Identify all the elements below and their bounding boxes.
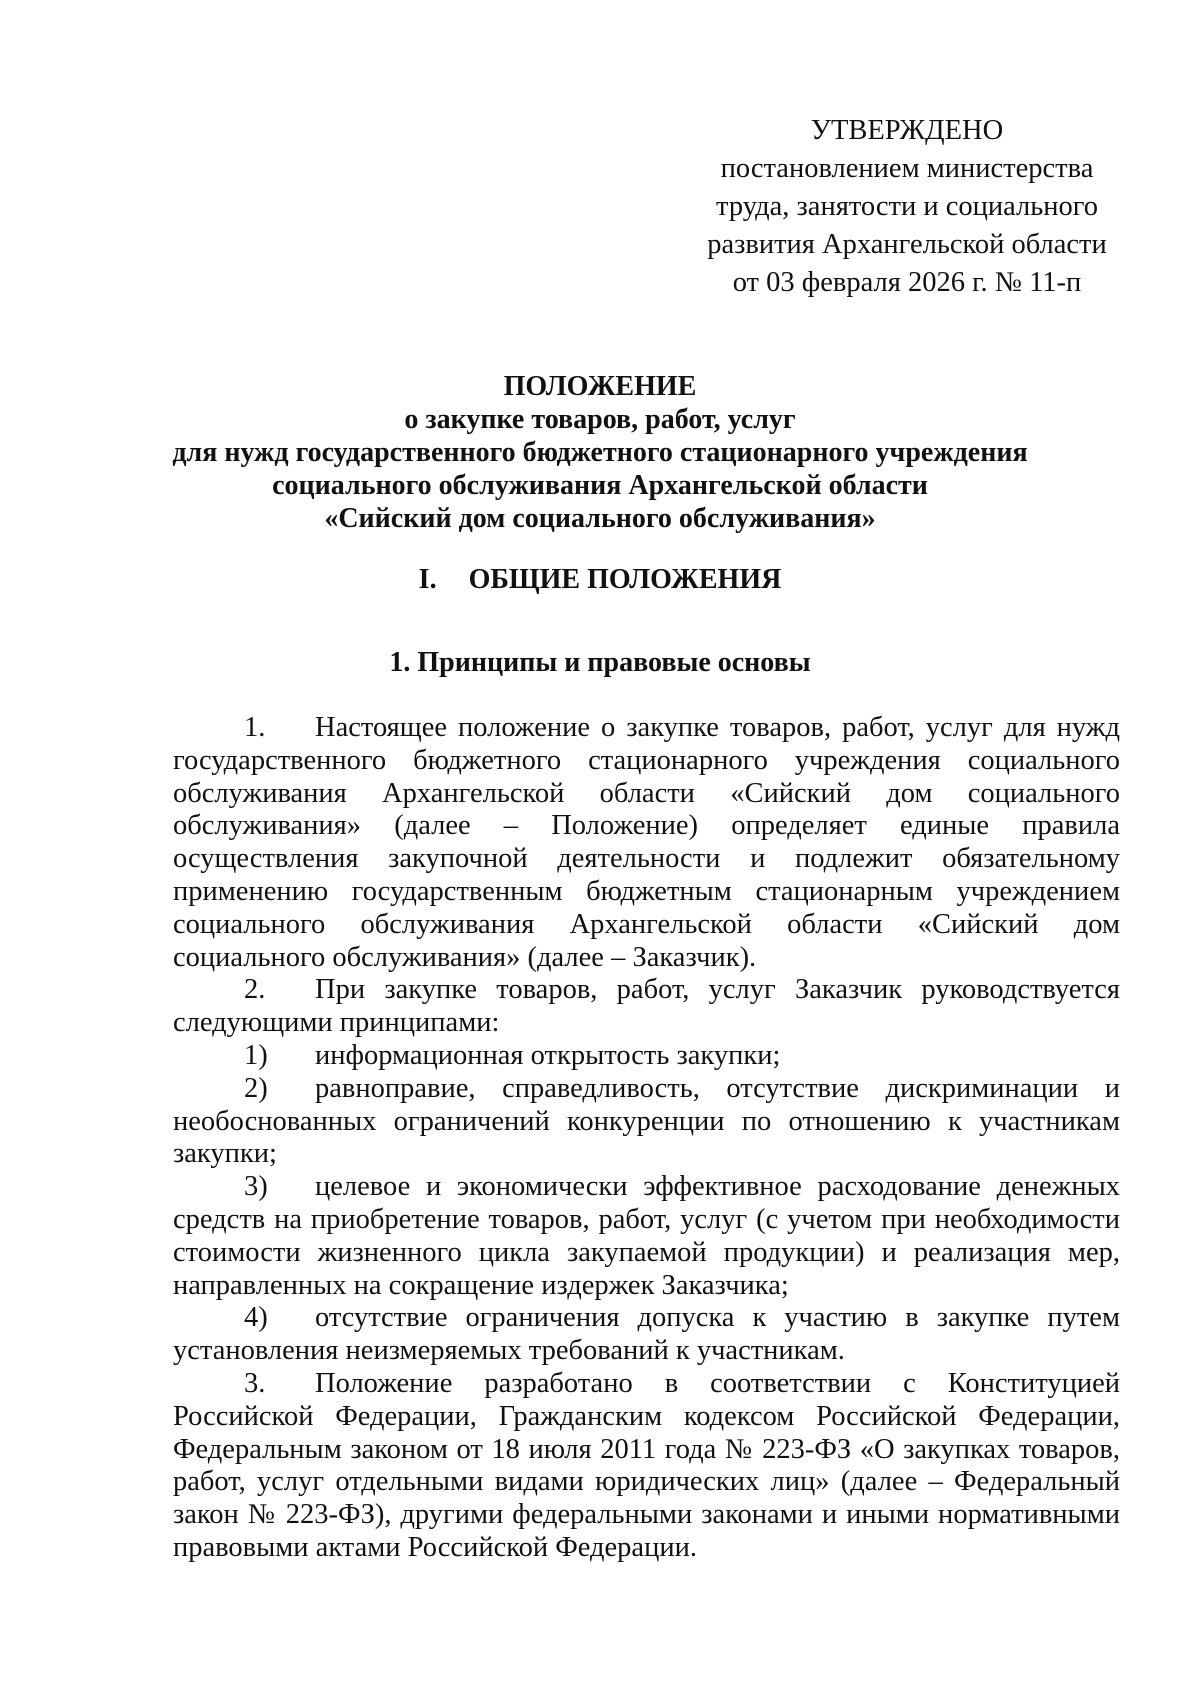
list-item <box>173 1040 1120 1073</box>
list-item-text: равноправие, справедливость, отсутствие дискриминации и необоснованных ограничений конкуренции по отношению к участникам закупки; <box>173 1072 1120 1170</box>
section-title: ОБЩИЕ ПОЛОЖЕНИЯ <box>468 564 782 595</box>
paragraph <box>173 974 1120 1040</box>
list-item <box>173 1073 1120 1171</box>
list-item-text: отсутствие ограничения допуска к участию в закупке путем установления неизмеряемых требований к участникам. <box>173 1302 1120 1367</box>
paragraph-text: Положение разработано в соответствии с Конституцией Российской Федерации, Гражданским кодексом Российской Федерации, Федеральным законом от 18 июля 2011 года № 223-ФЗ «О закупках товаров, работ, услуг отдельными видами юридических лиц» (далее – Федеральный закон № 223-ФЗ), другими федеральными законами и иными нормативными правовыми актами Российской Федерации. <box>173 1367 1120 1563</box>
paragraph-text: Настоящее положение о закупке товаров, работ, услуг для нужд государственного бюджетного стационарного учреждения социального обслуживания Архангельской области «Сийский дом социального обслуживания» (далее – Положение) определяет единые правила осуществления закупочной деятельности и подлежит обязательному применению государственным бюджетным стационарным учреждением социального обслуживания Архангельской области «Сийский дом социального обслуживания» (далее – Заказчик). <box>173 712 1120 973</box>
paragraph <box>173 1368 1120 1565</box>
document-title <box>150 370 1050 535</box>
list-item-number: 3) <box>244 1171 268 1203</box>
list-item-text: информационная открытость закупки; <box>315 1039 781 1071</box>
approval-line: труда, занятости и социального <box>716 191 1098 222</box>
approval-line: развития Архангельской области <box>707 229 1107 260</box>
title-line: социального обслуживания Архангельской области <box>272 470 928 501</box>
list-item-number: 2) <box>244 1072 268 1104</box>
subsection-heading: 1. Принципы и правовые основы <box>389 647 811 678</box>
list-item-number: 4) <box>244 1302 268 1334</box>
approval-line: УТВЕРЖДЕНО <box>810 115 1004 146</box>
list-item <box>173 1302 1120 1368</box>
title-line: для нужд государственного бюджетного стационарного учреждения <box>172 437 1028 468</box>
list-item-number: 1) <box>244 1039 268 1071</box>
paragraph-number: 2. <box>244 974 266 1006</box>
section-heading <box>150 562 1050 598</box>
approval-stamp-block <box>692 112 1122 302</box>
paragraph <box>173 712 1120 974</box>
body-text <box>173 712 1120 1565</box>
approval-line: от 03 февраля 2026 г. № 11-п <box>732 267 1082 298</box>
title-line: ПОЛОЖЕНИЕ <box>503 371 697 402</box>
paragraph-text: При закупке товаров, работ, услуг Заказчик руководствуется следующими принципами: <box>173 974 1120 1039</box>
section-number: I. <box>418 564 437 595</box>
title-line: о закупке товаров, работ, услуг <box>404 404 796 435</box>
list-item-text: целевое и экономически эффективное расходование денежных средств на приобретение товаров, работ, услуг (с учетом при необходимости стоимости жизненного цикла закупаемой продукции) и реализация мер, направленных на сокращение издержек Заказчика; <box>173 1171 1120 1301</box>
paragraph-number: 1. <box>244 712 266 743</box>
title-line: «Сийский дом социального обслуживания» <box>324 503 876 534</box>
paragraph-number: 3. <box>244 1367 266 1399</box>
list-item <box>173 1171 1120 1302</box>
approval-line: постановлением министерства <box>720 153 1094 184</box>
